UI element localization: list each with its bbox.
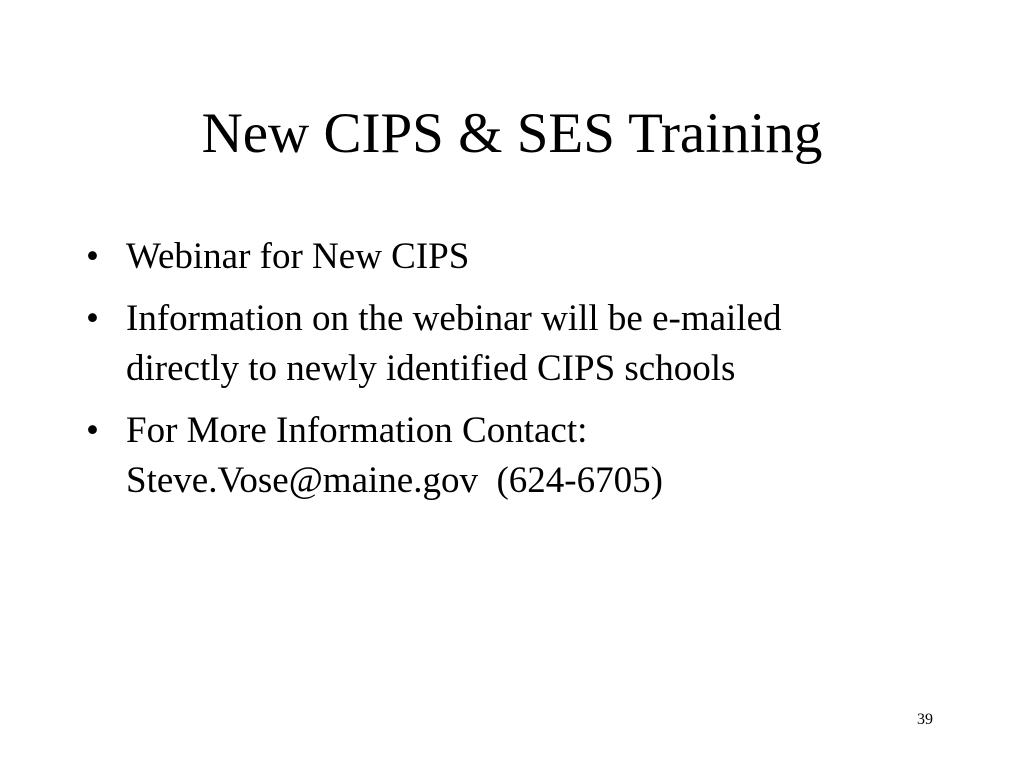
bullet-list: [86, 232, 966, 518]
slide-title: New CIPS & SES Training: [201, 102, 823, 165]
bullet-item-information: [86, 294, 966, 394]
bullet-text: For More Information Contact:: [126, 410, 588, 451]
bullet-icon: •: [86, 236, 99, 277]
bullet-icon: •: [86, 410, 99, 451]
bullet-text-continued: directly to newly identified CIPS schools: [126, 348, 736, 389]
page-number: 39: [917, 711, 933, 728]
bullet-text: Information on the webinar will be e-mailed: [126, 298, 782, 339]
bullet-icon: •: [86, 298, 99, 339]
bullet-item-contact: [86, 406, 966, 506]
bullet-text: Webinar for New CIPS: [126, 236, 470, 277]
contact-email-phone: Steve.Vose@maine.gov (624-6705): [126, 460, 663, 501]
bullet-item-webinar: [86, 232, 966, 282]
